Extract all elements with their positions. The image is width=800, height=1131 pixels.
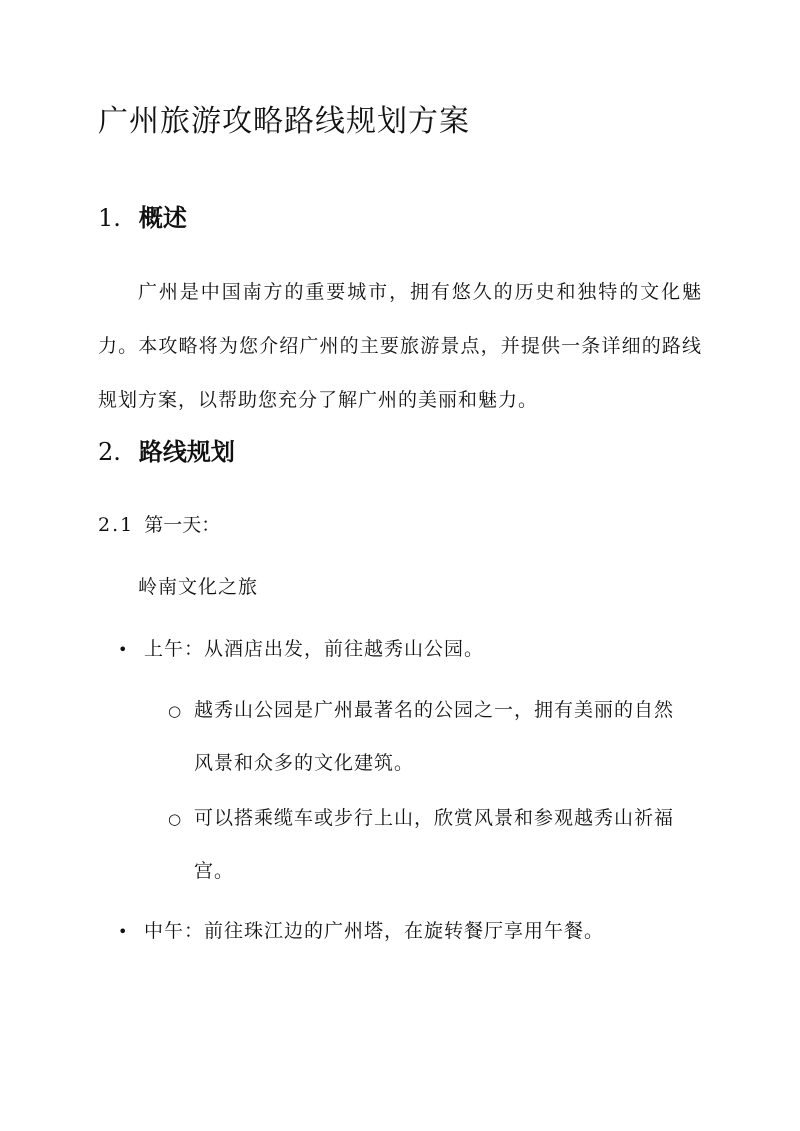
cable-car-detail-line1: 可以搭乘缆车或步行上山，欣赏风景和参观越秀山祈福 [194,807,675,829]
bullet-icon: • [118,640,129,659]
day1-theme: 岭南文化之旅 [138,576,259,598]
document-title: 广州旅游攻略路线规划方案 [98,104,470,139]
subsection-2-1-title: 第一天： [144,514,221,536]
section-1-number: 1. [98,204,121,232]
sub-list-item-park [168,684,698,789]
park-detail-line1: 越秀山公园是广州最著名的公园之一，拥有美丽的自然 [194,699,675,721]
sub-list-item-cable-car [168,792,698,897]
park-detail-line2: 风景和众多的文化建筑。 [194,752,415,774]
section-2-number: 2. [98,438,121,466]
list-item-noon [118,916,604,943]
circle-bullet-icon: ○ [168,810,183,828]
morning-text: 上午：从酒店出发，前往越秀山公园。 [144,638,485,660]
subsection-2-1-number: 2.1 [98,514,135,536]
subsection-2-1-heading [98,510,220,537]
overview-paragraph: 广州是中国南方的重要城市，拥有悠久的历史和独特的文化魅力。本攻略将为您介绍广州的主要旅游景点，并提供一条详细的路线规划方案，以帮助您充分了解广州的美丽和魅力。 [98,281,702,411]
section-1-title: 概述 [138,203,187,232]
section-1-heading [98,198,187,233]
bullet-icon: • [118,922,129,941]
list-item-morning [118,634,484,661]
section-2-title: 路线规划 [138,437,235,466]
cable-car-detail-line2: 宫。 [194,860,235,882]
section-2-heading [98,432,235,467]
circle-bullet-icon: ○ [168,702,183,720]
noon-text: 中午：前往珠江边的广州塔，在旋转餐厅享用午餐。 [144,920,605,942]
